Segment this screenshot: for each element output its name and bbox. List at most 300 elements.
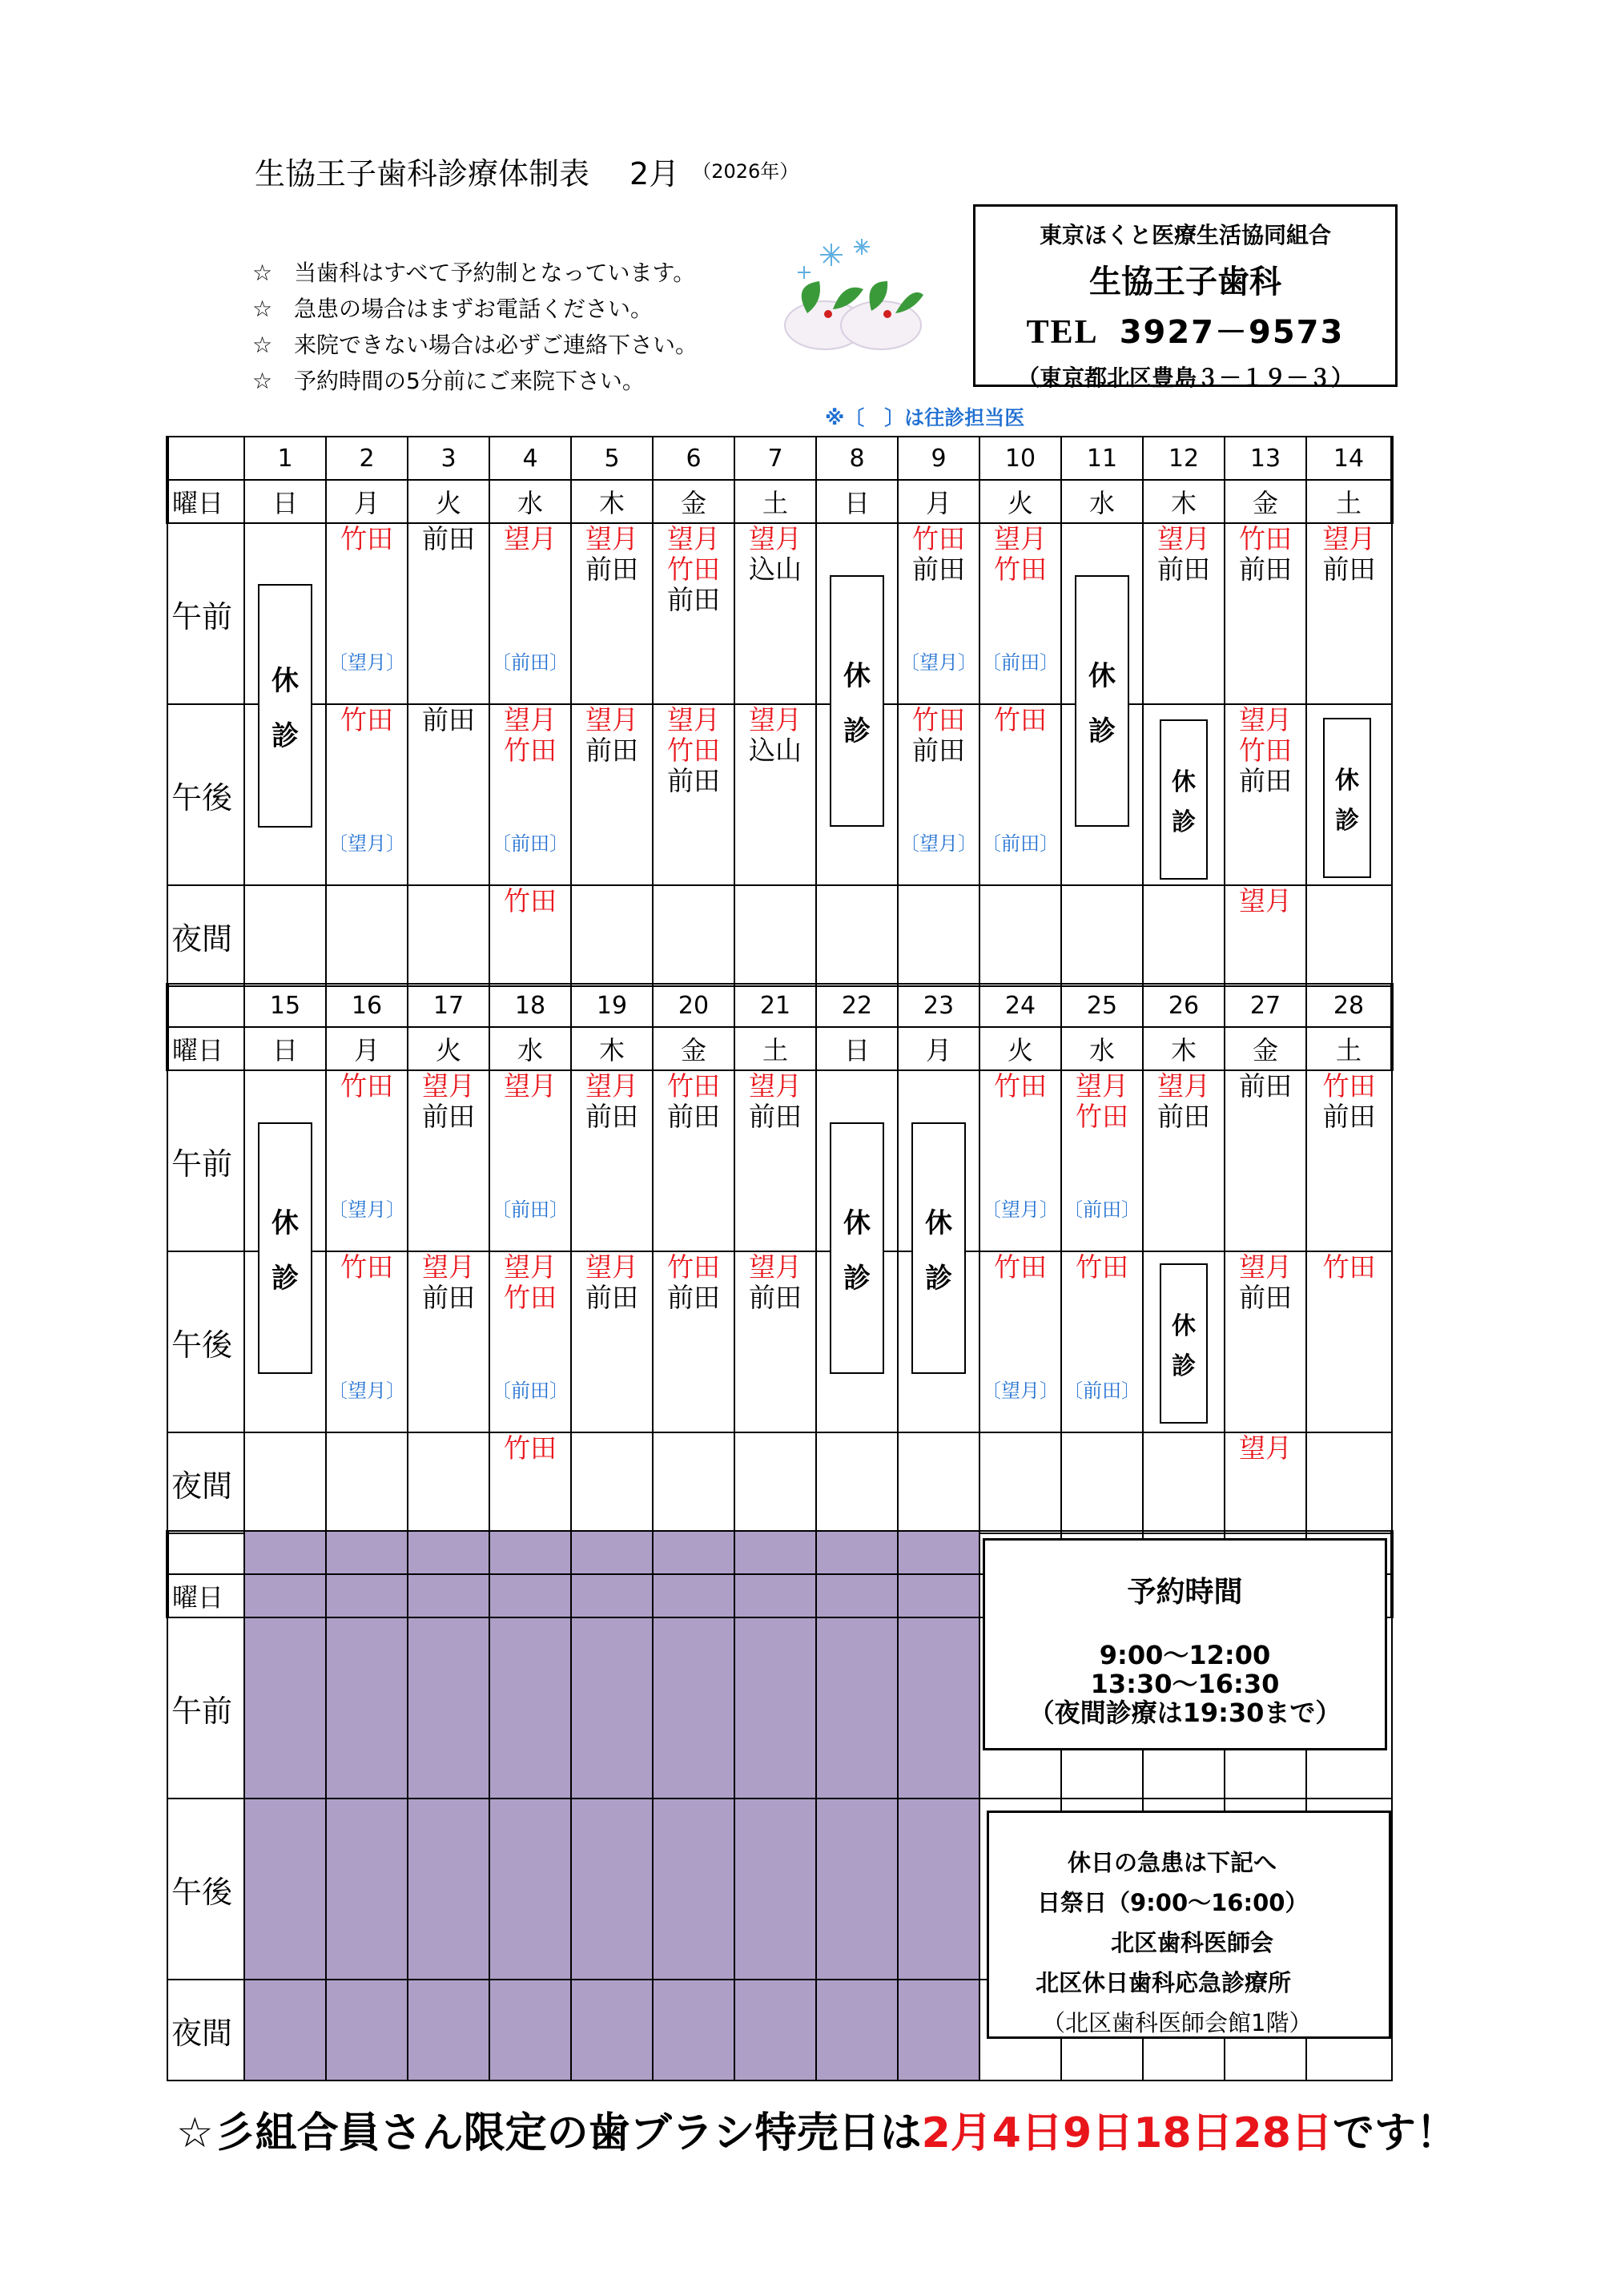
holiday-emergency-box (987, 1811, 1391, 2039)
note-text: 当歯科はすべて予約制となっています。 (294, 260, 696, 286)
doctor-name: 前田 (667, 1282, 720, 1313)
doctor-name: 前田 (1239, 554, 1292, 585)
weekday: 木 (1143, 1027, 1225, 1070)
closed-box (1323, 718, 1371, 878)
empty-cell (816, 1574, 898, 1617)
emergency-place: （北区歯科医師会館1階） (1042, 2009, 1313, 2036)
doctor-name: 込山 (749, 554, 802, 585)
closed-text-bottom: 診 (1172, 1352, 1196, 1380)
home-visit-note: ※〔 〕は往診担当医 (825, 406, 1025, 429)
day-number: 13 (1225, 437, 1306, 480)
weekday: 火 (979, 480, 1061, 523)
home-visit-doctor: 〔前田〕 (982, 832, 1059, 855)
weekday: 日 (816, 1027, 898, 1070)
am-cell (734, 1070, 816, 1251)
reservation-heading: 予約時間 (1127, 1576, 1243, 1609)
row-label-am: 午前 (167, 1070, 244, 1251)
doctor-name: 前田 (585, 735, 638, 766)
row-label-dow: 曜日 (167, 480, 244, 523)
weekday: 土 (1306, 1027, 1392, 1070)
row-label-am: 午前 (167, 523, 244, 704)
tel-label: TEL (1026, 314, 1099, 351)
pm-cell (898, 704, 979, 885)
corner-cell (167, 984, 244, 1027)
home-visit-doctor: 〔望月〕 (328, 1198, 405, 1221)
doctor-name: 望月 (422, 1251, 475, 1283)
pm-cell (979, 704, 1061, 885)
doctor-name: 竹田 (504, 1432, 557, 1464)
closed-text-top: 休 (1088, 660, 1116, 692)
sale-prefix: ☆彡組合員さん限定の歯ブラシ特売日は (176, 2109, 922, 2157)
night-cell (1061, 885, 1143, 986)
home-visit-doctor: 〔望月〕 (982, 1198, 1059, 1221)
doctor-name: 前田 (1239, 1070, 1292, 1102)
doctor-name: 前田 (422, 704, 475, 735)
note-item (252, 291, 698, 327)
weekday: 水 (489, 480, 571, 523)
night-cell (898, 1432, 979, 1533)
day-number: 9 (898, 437, 979, 480)
doctor-name: 前田 (749, 1282, 802, 1313)
doctor-name: 竹田 (1076, 1101, 1128, 1132)
day-number: 4 (489, 437, 571, 480)
note-item (252, 327, 698, 363)
row-label: 夜間 (167, 1980, 244, 2080)
doctor-name: 望月 (504, 523, 557, 554)
night-cell (979, 1432, 1061, 1533)
doctor-name: 竹田 (667, 1070, 720, 1102)
weekday: 日 (244, 480, 326, 523)
day-number: 20 (653, 984, 734, 1027)
closed-box (258, 584, 312, 828)
empty-cell (326, 1574, 408, 1617)
day-number: 21 (734, 984, 816, 1027)
emergency-heading: 休日の急患は下記へ (1068, 1849, 1277, 1876)
doctor-name: 竹田 (667, 554, 720, 585)
day-number: 24 (979, 984, 1061, 1027)
doctor-name: 望月 (422, 1070, 475, 1102)
empty-cell (244, 1799, 326, 1980)
am-row (167, 1070, 1392, 1251)
star-icon: ☆ (252, 296, 273, 322)
weekday: 土 (734, 1027, 816, 1070)
empty-cell (653, 1531, 734, 1574)
am-row (167, 523, 1392, 704)
weekday: 月 (898, 480, 979, 523)
clinic-tel (975, 307, 1395, 352)
snow-mochi-illustration (775, 237, 935, 357)
doctor-name: 前田 (422, 1101, 475, 1132)
doctor-name: 込山 (749, 735, 802, 766)
doctor-name: 望月 (749, 1070, 802, 1102)
doctor-name: 竹田 (667, 1251, 720, 1283)
doctor-name: 前田 (1239, 1282, 1292, 1313)
weekday-row (167, 1027, 1392, 1070)
doctor-name: 竹田 (994, 554, 1047, 585)
doctor-name: 前田 (749, 1101, 802, 1132)
star-icon: ☆ (252, 260, 273, 286)
weekday: 火 (979, 1027, 1061, 1070)
doctor-name: 望月 (994, 523, 1047, 554)
sale-dates: 2月4日9日18日28日 (921, 2109, 1333, 2157)
doctor-name: 望月 (1239, 885, 1292, 916)
day-number: 7 (734, 437, 816, 480)
doctor-name: 竹田 (340, 1251, 393, 1283)
doctor-name: 前田 (1322, 1101, 1376, 1132)
note-text: 急患の場合はまずお電話ください。 (294, 296, 654, 322)
night-cell (734, 1432, 816, 1533)
day-number: 26 (1143, 984, 1225, 1027)
pm-row (167, 704, 1392, 885)
doctor-name: 竹田 (504, 1282, 557, 1313)
doctor-name: 前田 (1239, 765, 1292, 796)
weekday: 木 (571, 1027, 653, 1070)
home-visit-doctor: 〔前田〕 (1064, 1380, 1140, 1402)
night-cell (326, 1432, 408, 1533)
am-cell (326, 523, 408, 704)
doctor-name: 前田 (1322, 554, 1376, 585)
weekday: 水 (1061, 480, 1143, 523)
night-cell (734, 885, 816, 986)
page-title (255, 149, 798, 194)
weekday: 水 (489, 1027, 571, 1070)
weekday: 火 (408, 480, 489, 523)
title-text: 生協王子歯科診療体制表 (255, 156, 590, 191)
doctor-name: 前田 (1157, 1101, 1210, 1132)
doctor-name: 竹田 (912, 704, 965, 735)
closed-box (1075, 575, 1129, 827)
empty-cell (326, 1980, 408, 2080)
closed-text-top: 休 (1172, 768, 1196, 796)
day-number-row (167, 437, 1392, 480)
doctor-name: 竹田 (504, 885, 557, 916)
note-text: 来院できない場合は必ずご連絡下さい。 (294, 332, 698, 358)
night-cell (408, 885, 489, 986)
night-cell (244, 885, 326, 986)
weekday: 金 (1225, 1027, 1306, 1070)
pm-cell (571, 704, 653, 885)
day-number: 23 (898, 984, 979, 1027)
am-cell (734, 523, 816, 704)
title-month: 2月 (629, 156, 680, 191)
night-cell (979, 885, 1061, 986)
am-cell (408, 523, 489, 704)
schedule-week-2 (166, 983, 1394, 1534)
empty-cell (489, 1799, 571, 1980)
empty-cell (898, 1617, 979, 1799)
closed-text-top: 休 (925, 1207, 952, 1239)
empty-cell (571, 1574, 653, 1617)
doctor-name: 竹田 (340, 1070, 393, 1102)
am-cell (1306, 523, 1392, 704)
doctor-name: 竹田 (340, 523, 393, 554)
empty-cell (489, 1531, 571, 1574)
sale-announcement (176, 2099, 1458, 2159)
day-number: 12 (1143, 437, 1225, 480)
day-number: 16 (326, 984, 408, 1027)
weekday: 土 (1306, 480, 1392, 523)
empty-cell (244, 1980, 326, 2080)
doctor-name: 前田 (1157, 554, 1210, 585)
day-number: 17 (408, 984, 489, 1027)
doctor-name: 前田 (667, 584, 720, 615)
closed-text-top: 休 (843, 660, 871, 692)
closed-box (911, 1122, 966, 1374)
closed-text-top: 休 (843, 1207, 871, 1239)
clinic-info-box (973, 204, 1398, 391)
pm-cell (489, 1251, 571, 1432)
home-visit-doctor: 〔前田〕 (982, 651, 1059, 674)
star-icon: ☆ (252, 368, 273, 394)
closed-box (1160, 719, 1208, 880)
reservation-am: 9:00～12:00 (1099, 1640, 1271, 1670)
empty-cell (816, 1980, 898, 2080)
night-cell (1143, 885, 1225, 986)
am-cell (571, 1070, 653, 1251)
reservation-hours-box (983, 1538, 1387, 1750)
am-cell (408, 1070, 489, 1251)
doctor-name: 望月 (1322, 523, 1376, 554)
empty-cell (898, 1799, 979, 1980)
home-visit-doctor: 〔望月〕 (900, 832, 977, 855)
row-label-pm: 午後 (167, 704, 244, 885)
weekday: 月 (326, 1027, 408, 1070)
night-row (167, 1432, 1392, 1533)
pm-cell (571, 1251, 653, 1432)
day-number: 8 (816, 437, 898, 480)
empty-cell (408, 1531, 489, 1574)
doctor-name: 竹田 (994, 1070, 1047, 1102)
pm-cell (408, 704, 489, 885)
doctor-name: 前田 (912, 735, 965, 766)
emergency-hours: 日祭日（9:00～16:00） (1037, 1889, 1309, 1916)
night-cell (1061, 1432, 1143, 1533)
day-number: 22 (816, 984, 898, 1027)
empty-cell (489, 1980, 571, 2080)
day-number: 10 (979, 437, 1061, 480)
am-cell (1225, 1070, 1306, 1251)
doctor-name: 前田 (585, 1101, 638, 1132)
empty-cell (734, 1617, 816, 1799)
home-visit-doctor: 〔前田〕 (1064, 1198, 1140, 1221)
night-row (167, 885, 1392, 986)
day-number: 25 (1061, 984, 1143, 1027)
weekday: 金 (653, 1027, 734, 1070)
reservation-pm: 13:30～16:30 (1090, 1669, 1280, 1699)
row-label: 午後 (167, 1799, 244, 1980)
day-number: 15 (244, 984, 326, 1027)
weekday: 水 (1061, 1027, 1143, 1070)
doctor-name: 竹田 (1239, 735, 1292, 766)
doctor-name: 望月 (667, 523, 720, 554)
doctor-name: 竹田 (1239, 523, 1292, 554)
weekday: 火 (408, 1027, 489, 1070)
home-visit-doctor: 〔前田〕 (492, 651, 569, 674)
note-item (252, 363, 698, 399)
pm-cell (489, 704, 571, 885)
closed-text-bottom: 診 (843, 715, 871, 747)
doctor-name: 望月 (1157, 523, 1210, 554)
pm-cell (326, 704, 408, 885)
doctor-name: 前田 (912, 554, 965, 585)
night-cell (489, 885, 571, 986)
empty-cell (816, 1799, 898, 1980)
home-visit-doctor: 〔望月〕 (328, 1380, 405, 1402)
doctor-name: 前田 (422, 523, 475, 554)
weekday: 土 (734, 480, 816, 523)
empty-cell (816, 1531, 898, 1574)
closed-text-bottom: 診 (272, 720, 299, 752)
closed-box (830, 1122, 884, 1374)
row-label-night: 夜間 (167, 885, 244, 986)
empty-cell (489, 1574, 571, 1617)
doctor-name: 望月 (1076, 1070, 1128, 1102)
empty-cell (408, 1980, 489, 2080)
doctor-name: 望月 (585, 704, 638, 735)
empty-cell (734, 1799, 816, 1980)
pm-cell (734, 704, 816, 885)
empty-cell (653, 1980, 734, 2080)
empty-cell (244, 1617, 326, 1799)
closed-text-top: 休 (1335, 767, 1359, 795)
home-visit-doctor: 〔望月〕 (328, 651, 405, 674)
doctor-name: 望月 (749, 1251, 802, 1283)
pm-cell (653, 704, 734, 885)
empty-cell (571, 1617, 653, 1799)
day-number: 19 (571, 984, 653, 1027)
empty-cell (326, 1799, 408, 1980)
notes-list (252, 255, 698, 399)
home-visit-doctor: 〔望月〕 (982, 1380, 1059, 1402)
note-item (252, 255, 698, 291)
reservation-night: （夜間診療は19:30まで） (1028, 1698, 1341, 1728)
pm-cell (1306, 1251, 1392, 1432)
closed-text-bottom: 診 (925, 1263, 952, 1295)
empty-cell (653, 1617, 734, 1799)
doctor-name: 望月 (749, 523, 802, 554)
tel-number[interactable]: 3927－9573 (1119, 314, 1345, 351)
closed-text-bottom: 診 (843, 1263, 871, 1295)
pm-cell (1061, 1251, 1143, 1432)
row-label: 曜日 (167, 1574, 244, 1617)
pm-cell (1225, 704, 1306, 885)
night-cell (408, 1432, 489, 1533)
empty-cell (408, 1617, 489, 1799)
weekday: 金 (653, 480, 734, 523)
day-number: 6 (653, 437, 734, 480)
night-cell (1306, 1432, 1392, 1533)
doctor-name: 竹田 (504, 735, 557, 766)
day-number: 27 (1225, 984, 1306, 1027)
closed-box (1160, 1263, 1208, 1424)
closed-text-bottom: 診 (272, 1263, 299, 1295)
pm-cell (1225, 1251, 1306, 1432)
doctor-name: 望月 (1157, 1070, 1210, 1102)
empty-cell (734, 1980, 816, 2080)
doctor-name: 竹田 (912, 523, 965, 554)
pm-cell (408, 1251, 489, 1432)
empty-cell (489, 1617, 571, 1799)
doctor-name: 望月 (1239, 704, 1292, 735)
empty-cell (571, 1799, 653, 1980)
night-cell (1225, 1432, 1306, 1533)
clinic-address: （東京都北区豊島３－１９－３） (1016, 365, 1354, 391)
empty-cell (898, 1531, 979, 1574)
am-cell (1061, 1070, 1143, 1251)
weekday: 金 (1225, 480, 1306, 523)
am-cell (1225, 523, 1306, 704)
pm-cell (979, 1251, 1061, 1432)
closed-text-bottom: 診 (1335, 807, 1359, 835)
weekday: 月 (326, 480, 408, 523)
doctor-name: 竹田 (1076, 1251, 1128, 1283)
empty-cell (898, 1980, 979, 2080)
closed-text-bottom: 診 (1172, 808, 1196, 836)
closed-text-top: 休 (272, 665, 299, 697)
weekday-row (167, 480, 1392, 523)
night-cell (898, 885, 979, 986)
doctor-name: 竹田 (994, 1251, 1047, 1283)
weekday: 木 (1143, 480, 1225, 523)
empty-cell (408, 1574, 489, 1617)
day-number: 11 (1061, 437, 1143, 480)
doctor-name: 望月 (667, 704, 720, 735)
empty-cell (898, 1574, 979, 1617)
am-cell (571, 523, 653, 704)
day-number: 14 (1306, 437, 1392, 480)
corner-cell (167, 1531, 244, 1574)
doctor-name: 前田 (422, 1282, 475, 1313)
pm-cell (653, 1251, 734, 1432)
empty-cell (326, 1617, 408, 1799)
day-number: 18 (489, 984, 571, 1027)
am-cell (653, 1070, 734, 1251)
am-cell (979, 523, 1061, 704)
doctor-name: 望月 (504, 1251, 557, 1283)
am-cell (1143, 1070, 1225, 1251)
note-text: 予約時間の5分前にご来院下さい。 (294, 368, 645, 394)
weekday: 月 (898, 1027, 979, 1070)
am-cell (489, 1070, 571, 1251)
closed-text-bottom: 診 (1088, 715, 1116, 747)
empty-cell (571, 1980, 653, 2080)
doctor-name: 前田 (585, 1282, 638, 1313)
night-cell (571, 885, 653, 986)
night-cell (1306, 885, 1392, 986)
doctor-name: 竹田 (340, 704, 393, 735)
empty-cell (244, 1531, 326, 1574)
day-number: 28 (1306, 984, 1392, 1027)
clinic-name: 生協王子歯科 (1089, 264, 1281, 300)
doctor-name: 望月 (504, 704, 557, 735)
am-cell (1306, 1070, 1392, 1251)
doctor-name: 望月 (749, 704, 802, 735)
empty-cell (653, 1574, 734, 1617)
doctor-name: 望月 (585, 523, 638, 554)
night-cell (1143, 1432, 1225, 1533)
empty-cell (734, 1531, 816, 1574)
pm-cell (734, 1251, 816, 1432)
title-year: （2026年） (692, 160, 799, 183)
home-visit-doctor: 〔望月〕 (900, 651, 977, 674)
closed-box (830, 575, 884, 827)
am-cell (653, 523, 734, 704)
closed-text-top: 休 (272, 1207, 299, 1239)
empty-cell (326, 1531, 408, 1574)
empty-cell (408, 1799, 489, 1980)
emergency-assoc: 北区歯科医師会 (1111, 1929, 1274, 1956)
schedule-week-1 (166, 436, 1394, 987)
